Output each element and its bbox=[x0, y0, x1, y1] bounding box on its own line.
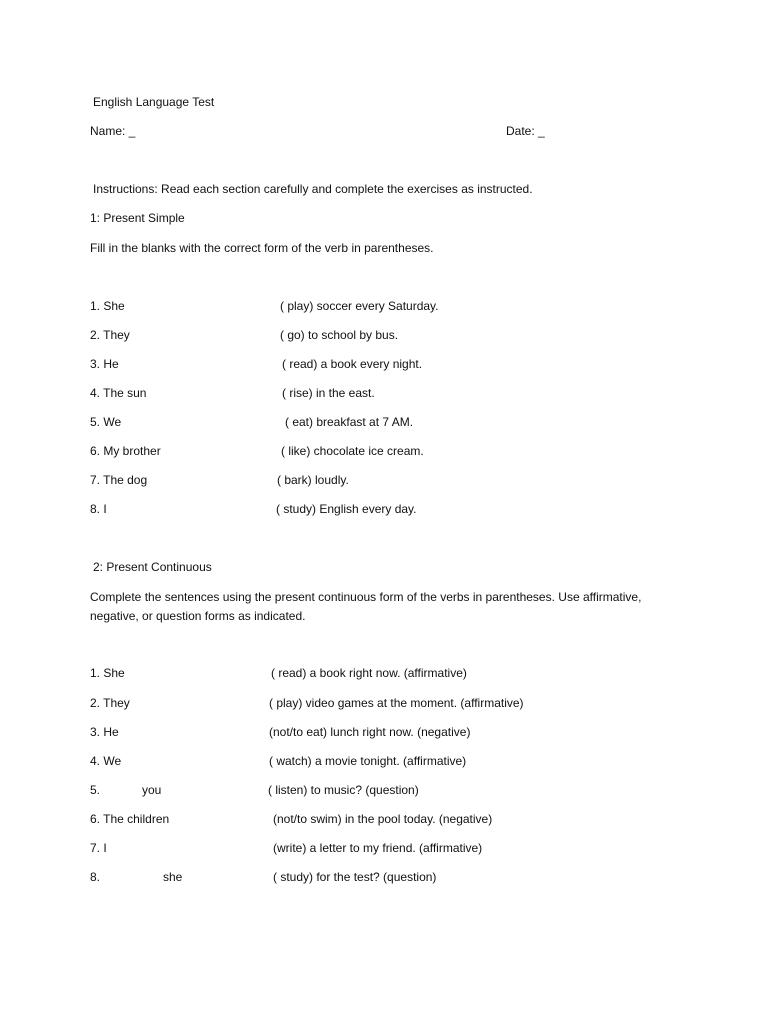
exercise-subject: you bbox=[142, 783, 162, 797]
date-field-label: Date: _ bbox=[506, 124, 545, 138]
exercise-prompt: ( read) a book right now. (affirmative) bbox=[271, 666, 467, 680]
test-title: English Language Test bbox=[93, 95, 215, 109]
exercise-number: 1. She bbox=[90, 666, 125, 680]
exercise-prompt: ( study) English every day. bbox=[276, 502, 417, 516]
exercise-subject: 3. He bbox=[90, 357, 119, 371]
exercise-subject: 2. They bbox=[90, 328, 130, 342]
instructions-text: Instructions: Read each section carefully and complete the exercises as instructed. bbox=[93, 182, 533, 196]
exercise-number: 7. I bbox=[90, 841, 107, 855]
exercise-prompt: ( read) a book every night. bbox=[282, 357, 423, 371]
exercise-subject: 8. I bbox=[90, 502, 107, 516]
section1-directions: Fill in the blanks with the correct form of the verb in parentheses. bbox=[90, 241, 434, 255]
exercise-subject: 1. She bbox=[90, 299, 125, 313]
exercise-prompt: ( play) video games at the moment. (affirmative) bbox=[269, 696, 524, 710]
section2-heading: 2: Present Continuous bbox=[93, 560, 212, 574]
exercise-prompt: ( watch) a movie tonight. (affirmative) bbox=[269, 754, 467, 768]
exercise-number: 3. He bbox=[90, 725, 119, 739]
exercise-prompt: ( listen) to music? (question) bbox=[268, 783, 419, 797]
exercise-prompt: (write) a letter to my friend. (affirmative) bbox=[273, 841, 483, 855]
exercise-subject: she bbox=[163, 870, 183, 884]
exercise-subject: 7. The dog bbox=[90, 473, 148, 487]
section2-directions: Complete the sentences using the present continuous form of the verbs in parentheses. Use affirmative, negative, or question forms as indicated. bbox=[90, 590, 642, 623]
exercise-prompt: ( go) to school by bus. bbox=[280, 328, 399, 342]
exercise-prompt: ( bark) loudly. bbox=[277, 473, 349, 487]
exercise-number: 8. bbox=[90, 870, 101, 884]
exercise-prompt: (not/to swim) in the pool today. (negative) bbox=[273, 812, 493, 826]
exercise-prompt: ( like) chocolate ice cream. bbox=[281, 444, 424, 458]
exercise-prompt: ( eat) breakfast at 7 AM. bbox=[285, 415, 414, 429]
exercise-number: 2. They bbox=[90, 696, 130, 710]
exercise-prompt: ( study) for the test? (question) bbox=[273, 870, 437, 884]
exercise-number: 5. bbox=[90, 783, 101, 797]
exercise-number: 4. We bbox=[90, 754, 122, 768]
exercise-subject: 6. My brother bbox=[90, 444, 161, 458]
exercise-subject: 4. The sun bbox=[90, 386, 147, 400]
exercise-prompt: (not/to eat) lunch right now. (negative) bbox=[269, 725, 471, 739]
name-field-label: Name: _ bbox=[90, 124, 136, 138]
exercise-prompt: ( rise) in the east. bbox=[282, 386, 375, 400]
section1-heading: 1: Present Simple bbox=[90, 211, 185, 225]
exercise-number: 6. The children bbox=[90, 812, 170, 826]
exercise-subject: 5. We bbox=[90, 415, 122, 429]
exercise-prompt: ( play) soccer every Saturday. bbox=[280, 299, 439, 313]
